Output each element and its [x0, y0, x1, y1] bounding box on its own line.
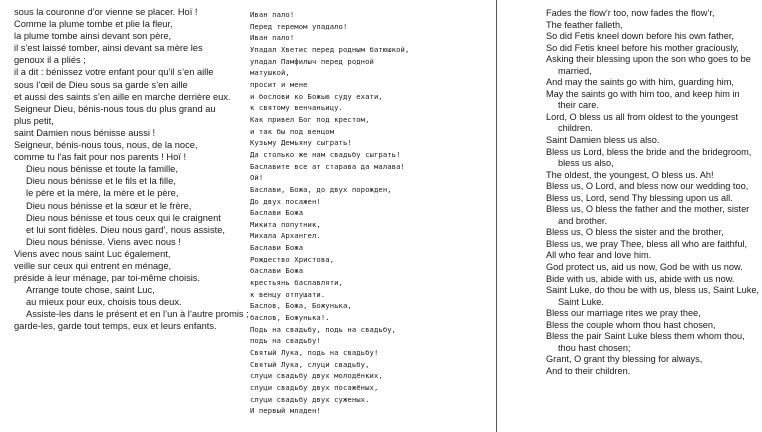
en-line: God protect us, aid us now, God be with us now.: [546, 262, 743, 273]
fr-line: veille sur ceux qui entrent en ménage,: [14, 260, 172, 271]
ru-line: Баслави Божа: [250, 243, 304, 253]
french-lyrics-column: [14, 6, 249, 333]
fr-line: sous la couronne d’or vienne se placer. Hoï !: [14, 7, 198, 17]
fr-line: Comme la plume tombe et plie la fleur,: [14, 19, 173, 30]
ru-line: и так бы под венцом: [250, 126, 335, 136]
ru-line: слуци свадьбу двух посажёных,: [250, 383, 379, 392]
fr-line: comme tu l’as fait pour nos parents ! Hoï !: [14, 152, 187, 163]
fr-line: il s’est laissé tomber, ainsi devant sa mère les: [14, 43, 203, 54]
fr-line: le père et la mère, la mère et le père,: [26, 188, 179, 199]
ru-line: Иван пало!: [250, 10, 295, 19]
ru-line: Как привел Бог под крестом,: [250, 114, 370, 124]
en-line: Bless our marriage rites we pray thee,: [546, 308, 701, 319]
ru-line: Кузьму Демьяну сыграть!: [250, 138, 352, 148]
fr-line: et aussi des saints s’en aille en marche derrière eux.: [14, 91, 231, 102]
en-line: May the saints go with him too, and keep him in: [546, 88, 740, 99]
ru-line: Святый Лука, слуци свадьбу,: [250, 359, 370, 369]
right-page: [497, 0, 762, 432]
ru-line: Микита попутник,: [250, 219, 321, 229]
en-line: Grant, O grant thy blessing for always,: [546, 354, 703, 365]
fr-line: Seigneur, bénis-nous tous, nous, de la noce,: [14, 140, 198, 151]
en-line: bless us also,: [558, 158, 614, 169]
ru-line: Упадал Хветис перед родным батюшкой,: [250, 44, 410, 54]
ru-line: крестьянь баславляти,: [250, 278, 343, 288]
en-line: married,: [558, 65, 592, 76]
en-line: So did Fetis kneel down before his own father,: [546, 31, 734, 42]
ru-line: Михала Архангел.: [250, 231, 321, 241]
en-line: children.: [558, 123, 593, 134]
ru-line: баслави Божа: [250, 266, 304, 276]
en-line: Bless us, O Lord, and bless now our wedding too,: [546, 181, 749, 192]
fr-line: Dieu nous bénisse et toute la famille,: [26, 164, 178, 175]
fr-line: sous l’œil de Dieu sous sa garde s’en aille: [14, 79, 188, 90]
ru-line: к венцу отпушати.: [250, 289, 326, 299]
en-line: Bide with us, abide with us, abide with us now.: [546, 273, 735, 284]
fr-line: la plume tombe ainsi devant son père,: [14, 31, 172, 42]
en-line: Bless us, we pray Thee, bless all who are faithful,: [546, 238, 748, 249]
fr-line: Viens avec nous saint Luc également,: [14, 248, 171, 259]
en-line: And to their children.: [546, 365, 631, 376]
ru-line: матушкой,: [250, 68, 290, 78]
en-line: Saint Luke, do thou be with us, bless us, Saint Luke,: [546, 285, 759, 296]
fr-line: Dieu nous bénisse. Viens avec nous !: [26, 236, 181, 247]
en-line: Bless us Lord, bless the bride and the bridegroom,: [546, 146, 752, 157]
ru-line: баслов, Божунька!.: [250, 313, 330, 323]
fr-line: genoux il a pliés ;: [14, 55, 86, 66]
en-line: Bless the couple whom thou hast chosen,: [546, 319, 716, 330]
ru-line: подь на свадьбу!: [250, 336, 321, 346]
ru-line: Да столько же нам свадьбу сыграть!: [250, 149, 401, 159]
ru-line: Баслави, Божа, до двух порожден,: [250, 184, 392, 194]
fr-line: préside à leur ménage, par toi-même choisis.: [14, 273, 201, 284]
en-line: Lord, O bless us all from oldest to the youngest: [546, 111, 739, 122]
ru-line: До двух посажен!: [250, 196, 321, 206]
en-line: Saint Luke.: [558, 296, 604, 307]
fr-line: et lui sont fidèles. Dieu nous gard’, nous assiste,: [26, 224, 225, 235]
ru-line: и бослови ко Божью суду ехати,: [250, 91, 383, 101]
en-line: Asking their blessing upon the son who goes to be: [546, 54, 751, 65]
ru-line: Ой!: [250, 173, 264, 183]
fr-line: Arrange toute chose, saint Luc,: [26, 285, 155, 296]
fr-line: au mieux pour eux, choisis tous deux.: [26, 297, 182, 308]
fr-line: Seigneur Dieu, bénis-nous tous du plus grand au: [14, 103, 216, 114]
ru-line: И первый младен!: [250, 406, 321, 416]
ru-line: Баслов, Божа, Божунька,: [250, 301, 352, 311]
fr-line: il a dit : bénissez votre enfant pour qu’il s’en aille: [14, 67, 214, 78]
ru-line: Баслави Божа: [250, 208, 304, 218]
russian-lyrics-column: [250, 9, 409, 417]
ru-line: Святый Лука, подь на свадьбу!: [250, 348, 379, 358]
ru-line: Баславите все ат старава да малава!: [250, 161, 405, 171]
en-line: The feather falleth,: [546, 19, 623, 30]
en-line: and brother.: [558, 215, 608, 226]
en-line: Saint Damien bless us also.: [546, 135, 660, 146]
en-line: thou hast chosen;: [558, 342, 631, 353]
ru-line: слуци свадьбу двух молодёнких,: [250, 371, 383, 381]
fr-line: Dieu nous bénisse et la sœur et le frère,: [26, 200, 192, 211]
en-line: their care.: [558, 100, 599, 111]
en-line: Bless us, O bless the father and the mother, sister: [546, 204, 750, 215]
fr-line: Dieu nous bénisse et le fils et la fille,: [26, 176, 176, 187]
ru-line: Перед теремом упадало!: [250, 21, 348, 31]
ru-line: слуци свадьбу двух суженых.: [250, 394, 370, 404]
ru-line: просит и мене: [250, 79, 308, 89]
en-line: Bless the pair Saint Luke bless them whom thou,: [546, 331, 745, 342]
ru-line: упадал Памфилыч перед родной: [250, 56, 374, 66]
ru-line: Подь на свадьбу, подь на свадьбу,: [250, 324, 397, 334]
fr-line: saint Damien nous bénisse aussi !: [14, 127, 156, 138]
en-line: Fades the flow’r too, now fades the flow’r,: [546, 8, 715, 18]
fr-line: Dieu nous bénisse et tous ceux qui le craignent: [26, 212, 221, 223]
en-line: So did Fetis kneel before his mother graciously,: [546, 42, 739, 53]
ru-line: Рождество Христова,: [250, 254, 335, 264]
ru-line: к святому венчаньицу.: [250, 103, 343, 113]
en-line: The oldest, the youngest, O bless us. Ah!: [546, 169, 714, 180]
en-line: All who fear and love him.: [546, 250, 652, 261]
en-line: And may the saints go with him, guarding him,: [546, 77, 734, 88]
english-lyrics-column: [546, 8, 759, 378]
fr-line: Assiste-les dans le présent et en l’un à l’autre promis ;: [26, 309, 249, 320]
en-line: Bless us, Lord, send Thy blessing upon us all.: [546, 192, 733, 203]
fr-line: garde-les, garde tout temps, eux et leurs enfants.: [14, 321, 217, 332]
en-line: Bless us, O bless the sister and the brother,: [546, 227, 724, 238]
ru-line: Иван пало!: [250, 33, 295, 43]
fr-line: plus petit,: [14, 115, 54, 126]
